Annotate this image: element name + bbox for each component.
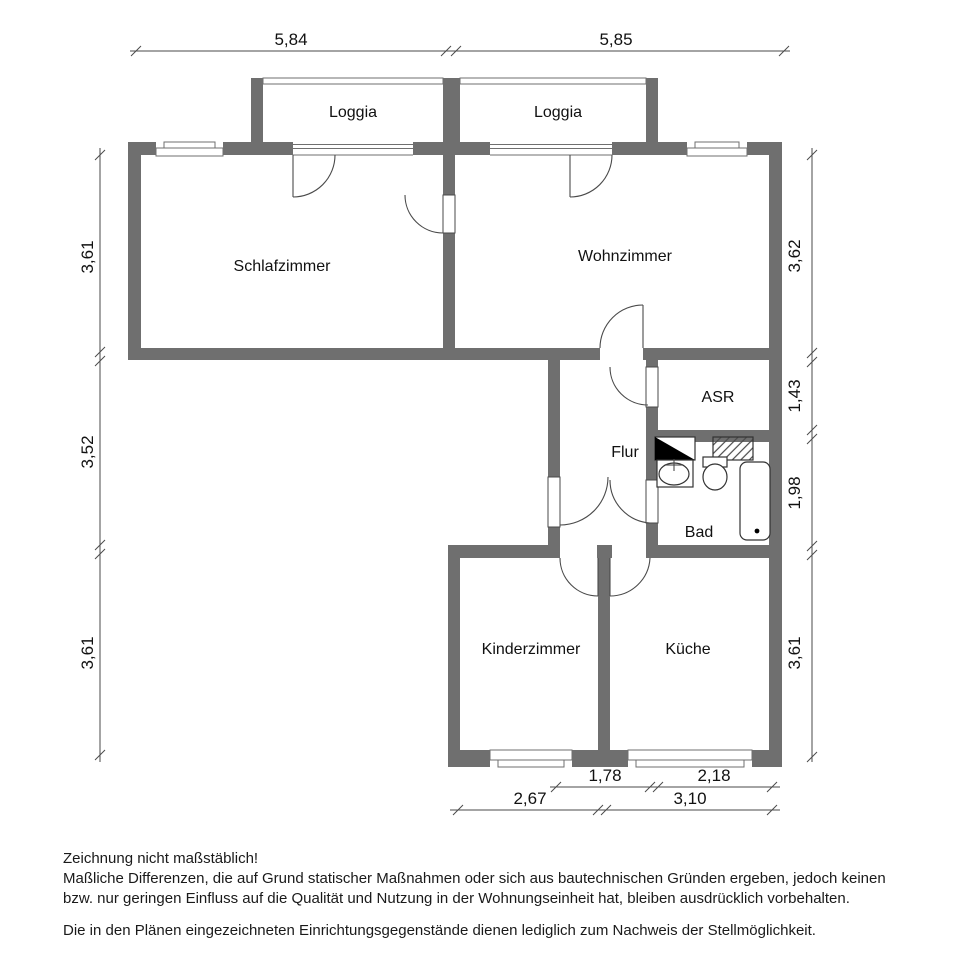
footnote-line-4: Die in den Plänen eingezeichneten Einrichtungsgegenstände dienen lediglich zum Nachweis der Stellmöglichkeit. (63, 922, 816, 939)
window-schlafzimmer (156, 142, 223, 156)
room-label-wohnzimmer: Wohnzimmer (578, 248, 672, 265)
dim-bottom1-2: 2,18 (697, 766, 731, 785)
doors (293, 155, 658, 596)
dimension-top (130, 30, 790, 56)
dimension-bottom-row1 (550, 766, 780, 792)
room-label-asr: ASR (701, 389, 735, 406)
door-wohnzimmer-flur (600, 305, 643, 348)
dim-bottom2-2: 3,10 (673, 789, 707, 808)
room-labels (234, 104, 735, 658)
footnotes (63, 849, 886, 941)
room-label-flur: Flur (611, 444, 639, 461)
room-label-loggia-right: Loggia (533, 104, 583, 121)
door-asr (610, 367, 658, 407)
walls (128, 78, 782, 767)
shaft-icon (655, 437, 695, 460)
door-loggia-right-wohnzimmer (570, 155, 612, 197)
room-label-schlafzimmer: Schlafzimmer (233, 258, 331, 275)
window-door-band-loggia-right (490, 142, 612, 155)
dim-left-2: 3,52 (78, 435, 97, 469)
dimension-right (785, 148, 817, 762)
window-kueche (628, 750, 752, 767)
door-bad (610, 480, 658, 523)
footnote-line-3: bzw. nur geringen Einfluss auf die Qualität und Nutzung in der Wohnungseinheit hat, bleiben ausdrücklich vorbehalten. (63, 890, 850, 907)
window-kinderzimmer (490, 750, 572, 767)
footnote-line-1: Zeichnung nicht maßstäblich! (63, 850, 259, 867)
dim-right-3: 1,98 (785, 476, 804, 510)
dim-right-2: 1,43 (785, 379, 804, 413)
room-label-kueche: Küche (665, 641, 711, 658)
door-schlafzimmer-wohnzimmer (405, 195, 455, 233)
dim-left-1: 3,61 (78, 240, 97, 274)
door-entrance (548, 477, 608, 527)
dim-left-3: 3,61 (78, 636, 97, 670)
bathtub-icon (740, 462, 770, 540)
door-loggia-left-schlafzimmer (293, 155, 335, 197)
washbasin-icon (657, 459, 693, 487)
toilet-icon (703, 457, 727, 490)
door-kueche (610, 558, 650, 596)
dim-right-1: 3,62 (785, 239, 804, 273)
window-wohnzimmer (687, 142, 747, 156)
dimension-bottom-row2 (450, 789, 780, 815)
door-kinderzimmer (560, 558, 598, 596)
dimension-left (78, 148, 105, 762)
room-label-loggia-left: Loggia (328, 104, 378, 121)
dim-top-1: 5,84 (274, 30, 308, 49)
dim-right-4: 3,61 (785, 636, 804, 670)
footnote-line-2: Maßliche Differenzen, die auf Grund statischer Maßnahmen oder sich aus bautechnischen Gründen ergeben, jedoch keinen (63, 870, 886, 887)
window-door-band-loggia-left (293, 142, 413, 155)
room-label-bad: Bad (684, 524, 714, 541)
dim-bottom1-1: 1,78 (588, 766, 622, 785)
dim-top-2: 5,85 (599, 30, 633, 49)
dim-bottom2-1: 2,67 (513, 789, 547, 808)
room-label-kinderzimmer: Kinderzimmer (481, 641, 581, 658)
